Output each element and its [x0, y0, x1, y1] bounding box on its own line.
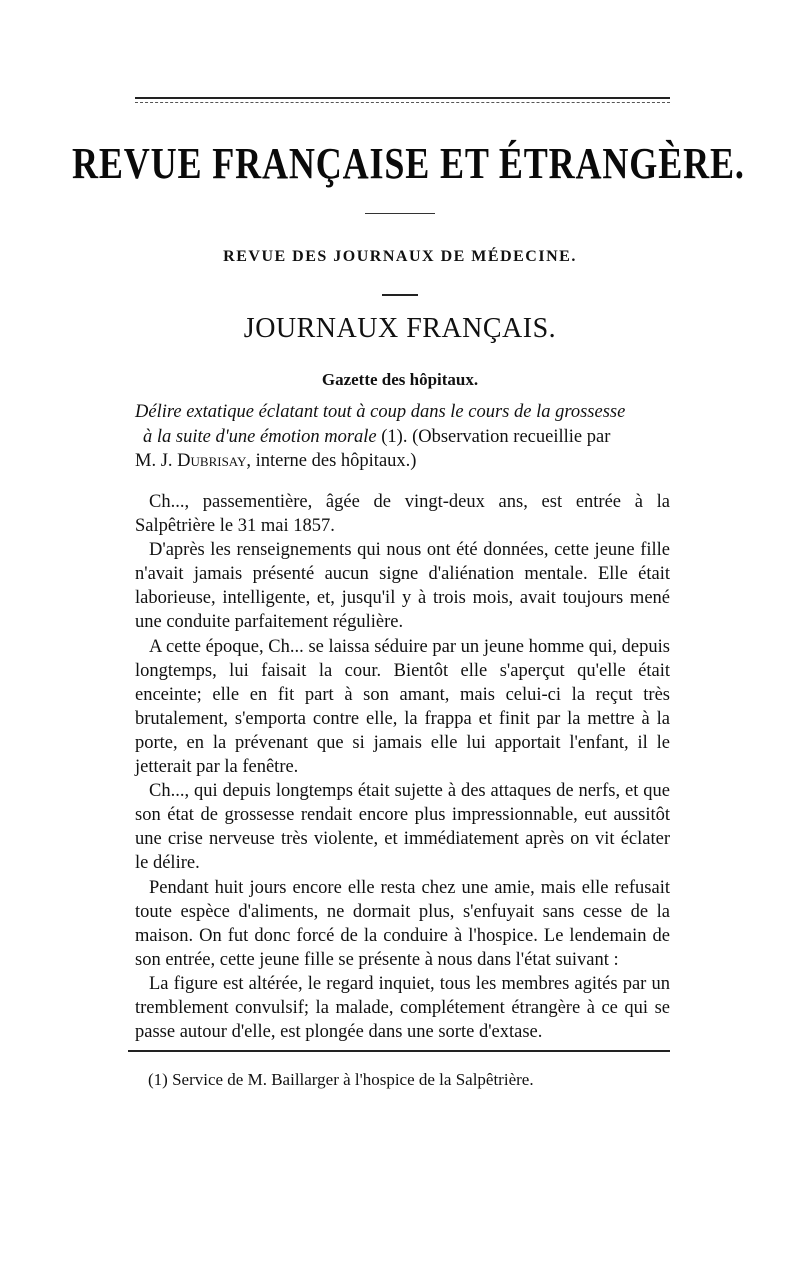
author-name: Dubrisay: [177, 451, 247, 471]
section-heading: JOURNAUX FRANÇAIS.: [243, 313, 557, 344]
footnote: (1) Service de M. Baillarger à l'hospice de la Salpêtrière.: [148, 1070, 534, 1089]
paragraph-5: Pendant huit jours encore elle resta chez une amie, mais elle refusait toute espèce d'aliments, ne dormait plus, s'enfuyait sans cesse de la maison. On fut donc forcé de la conduire à l'hospice. Le lendemain de son entrée, cette jeune fille se présente à nous dans l'état suivant :: [135, 877, 670, 970]
paragraph-4: Ch..., qui depuis longtemps était sujette à des attaques de nerfs, et que son état de grossesse rendait encore plus impressionnable, eut aussitôt une crise nerveuse très violente, et immédiatement après on vit éclater le délire.: [135, 781, 670, 874]
main-title: REVUE FRANÇAISE ET ÉTRANGÈRE.: [72, 139, 745, 188]
paragraph-2: D'après les renseignements qui nous ont été données, cette jeune fille n'avait jamais présenté aucun signe d'aliénation mentale. Elle était laborieuse, intelligente, et, jusqu'il y à trois mois, avait toujours mené une conduite parfaitement régulière.: [135, 540, 670, 633]
paragraph-3: A cette époque, Ch... se laissa séduire par un jeune homme qui, depuis longtemps, lui faisait la cour. Bientôt elle s'aperçut qu'elle était enceinte; elle en fit part à son amant, mais celui-ci la reçut très brutalement, s'emporta contre elle, la frappa et finit par la mettre à la porte, en la prévenant que si jamais elle lui apportait l'enfant, il le jetterait par la fenêtre.: [135, 636, 670, 778]
article-body: [135, 490, 670, 1044]
article-title-line-1: [135, 400, 670, 425]
top-rule: [135, 97, 670, 99]
paragraph-6: La figure est altérée, le regard inquiet, tous les membres agités par un tremblement convulsif; la malade, complétement étrangère à ce qui se passe autour d'elle, est plongée dans une sorte d'extase.: [135, 973, 670, 1043]
title-divider: [365, 213, 435, 214]
author-prefix: M. J.: [135, 451, 178, 471]
author-role: , interne des hôpitaux.): [246, 451, 417, 471]
section-divider: [382, 294, 418, 296]
section-subtitle: REVUE DES JOURNAUX DE MÉDECINE.: [223, 248, 577, 265]
source-title: Gazette des hôpitaux.: [321, 370, 479, 389]
footnote-rule: [128, 1050, 670, 1052]
top-rule-dashed: [135, 102, 670, 103]
article-title-line-3: [135, 449, 670, 474]
article-title-italic-2: à la suite d'une émotion morale: [143, 426, 377, 447]
article-title-note: (1). (Observation recueillie par: [376, 426, 611, 447]
article-title-line-2: [135, 425, 670, 450]
article-title-italic-1: Délire extatique éclatant tout à coup dans le cours de la grossesse: [135, 402, 626, 422]
paragraph-1: Ch..., passementière, âgée de vingt-deux ans, est entrée à la Salpêtrière le 31 mai 1857.: [135, 492, 670, 537]
article-title: [135, 400, 670, 474]
